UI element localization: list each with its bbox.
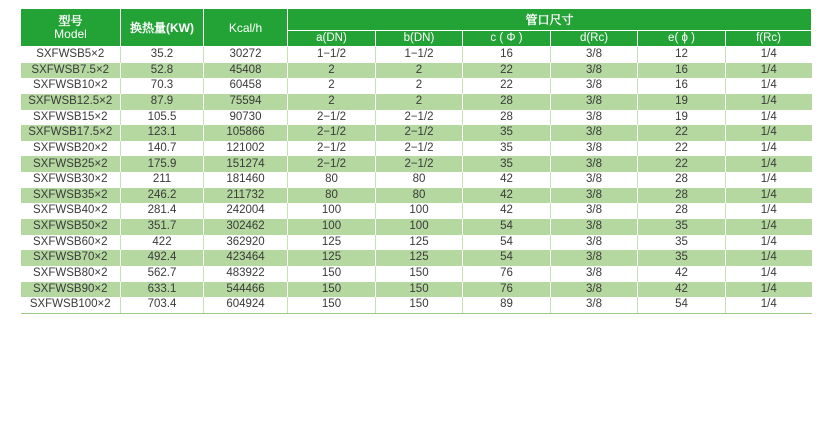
cell-d-rc: 3/8 [551,78,638,94]
cell-heat-kw: 105.5 [121,110,204,126]
cell-heat-kw: 35.2 [121,47,204,63]
cell-kcal: 211732 [204,188,288,204]
cell-kcal: 483922 [204,266,288,282]
cell-d-rc: 3/8 [551,63,638,79]
header-col-a: a(DN) [288,31,376,47]
cell-model: SXFWSB50×2 [21,219,121,235]
cell-a-dn: 150 [288,297,376,313]
cell-f-rc: 1/4 [726,203,812,219]
table-row [21,94,812,110]
cell-kcal: 423464 [204,250,288,266]
cell-b-dn: 150 [376,282,463,298]
cell-c-phi: 22 [463,78,551,94]
cell-e-phi: 22 [638,141,726,157]
table-row [21,78,812,94]
header-col-f: f(Rc) [726,31,812,47]
table-row [21,297,812,313]
cell-model: SXFWSB80×2 [21,266,121,282]
cell-b-dn: 80 [376,172,463,188]
cell-c-phi: 54 [463,235,551,251]
cell-model: SXFWSB35×2 [21,188,121,204]
cell-a-dn: 80 [288,188,376,204]
cell-kcal: 242004 [204,203,288,219]
cell-c-phi: 54 [463,250,551,266]
cell-d-rc: 3/8 [551,125,638,141]
header-col-e: e( ϕ ) [638,31,726,47]
cell-c-phi: 76 [463,282,551,298]
cell-b-dn: 2−1/2 [376,110,463,126]
cell-heat-kw: 633.1 [121,282,204,298]
cell-c-phi: 76 [463,266,551,282]
cell-a-dn: 100 [288,203,376,219]
cell-e-phi: 12 [638,47,726,63]
cell-a-dn: 2 [288,94,376,110]
cell-c-phi: 42 [463,203,551,219]
cell-b-dn: 150 [376,266,463,282]
cell-c-phi: 42 [463,172,551,188]
cell-d-rc: 3/8 [551,203,638,219]
cell-e-phi: 54 [638,297,726,313]
cell-b-dn: 2 [376,78,463,94]
cell-heat-kw: 281.4 [121,203,204,219]
cell-d-rc: 3/8 [551,110,638,126]
cell-heat-kw: 140.7 [121,141,204,157]
cell-model: SXFWSB90×2 [21,282,121,298]
cell-a-dn: 2 [288,63,376,79]
cell-kcal: 151274 [204,156,288,172]
cell-kcal: 105866 [204,125,288,141]
table-row [21,250,812,266]
cell-e-phi: 28 [638,188,726,204]
cell-a-dn: 2 [288,78,376,94]
cell-model: SXFWSB25×2 [21,156,121,172]
cell-c-phi: 28 [463,110,551,126]
cell-d-rc: 3/8 [551,141,638,157]
table-row [21,188,812,204]
table-row [21,47,812,63]
cell-kcal: 75594 [204,94,288,110]
cell-model: SXFWSB12.5×2 [21,94,121,110]
cell-f-rc: 1/4 [726,63,812,79]
cell-f-rc: 1/4 [726,172,812,188]
header-pipe-size: 管口尺寸 [288,9,812,31]
cell-e-phi: 16 [638,63,726,79]
header-col-d: d(Rc) [551,31,638,47]
cell-e-phi: 28 [638,203,726,219]
header-model-en: Model [54,26,87,41]
table-row [21,125,812,141]
header-heat-capacity: 换热量(KW) [121,9,204,47]
cell-heat-kw: 211 [121,172,204,188]
cell-f-rc: 1/4 [726,219,812,235]
cell-model: SXFWSB17.5×2 [21,125,121,141]
cell-b-dn: 1−1/2 [376,47,463,63]
cell-model: SXFWSB30×2 [21,172,121,188]
cell-d-rc: 3/8 [551,47,638,63]
cell-e-phi: 42 [638,266,726,282]
cell-b-dn: 100 [376,219,463,235]
table-row [21,219,812,235]
cell-d-rc: 3/8 [551,266,638,282]
table-row [21,63,812,79]
cell-c-phi: 42 [463,188,551,204]
cell-d-rc: 3/8 [551,172,638,188]
cell-f-rc: 1/4 [726,78,812,94]
cell-kcal: 90730 [204,110,288,126]
table-body [21,47,812,314]
cell-kcal: 544466 [204,282,288,298]
table-row [21,203,812,219]
cell-model: SXFWSB15×2 [21,110,121,126]
cell-e-phi: 35 [638,235,726,251]
cell-a-dn: 2−1/2 [288,110,376,126]
cell-c-phi: 54 [463,219,551,235]
cell-model: SXFWSB100×2 [21,297,121,313]
cell-model: SXFWSB7.5×2 [21,63,121,79]
cell-kcal: 181460 [204,172,288,188]
table-row [21,156,812,172]
header-model-cn: 型号 [58,13,83,28]
table-row [21,141,812,157]
cell-e-phi: 42 [638,282,726,298]
cell-a-dn: 80 [288,172,376,188]
cell-b-dn: 2−1/2 [376,125,463,141]
cell-heat-kw: 175.9 [121,156,204,172]
cell-d-rc: 3/8 [551,156,638,172]
cell-kcal: 60458 [204,78,288,94]
cell-b-dn: 125 [376,235,463,251]
cell-e-phi: 22 [638,156,726,172]
cell-d-rc: 3/8 [551,297,638,313]
cell-kcal: 604924 [204,297,288,313]
cell-c-phi: 16 [463,47,551,63]
cell-kcal: 30272 [204,47,288,63]
cell-e-phi: 19 [638,94,726,110]
cell-heat-kw: 351.7 [121,219,204,235]
cell-b-dn: 2 [376,63,463,79]
table-row [21,172,812,188]
spec-table [20,8,812,314]
header-col-c: c ( Φ ) [463,31,551,47]
cell-b-dn: 80 [376,188,463,204]
table-row [21,282,812,298]
cell-f-rc: 1/4 [726,282,812,298]
cell-f-rc: 1/4 [726,235,812,251]
cell-b-dn: 2−1/2 [376,141,463,157]
cell-model: SXFWSB5×2 [21,47,121,63]
cell-model: SXFWSB20×2 [21,141,121,157]
cell-c-phi: 89 [463,297,551,313]
cell-model: SXFWSB70×2 [21,250,121,266]
cell-e-phi: 22 [638,125,726,141]
cell-e-phi: 19 [638,110,726,126]
cell-e-phi: 35 [638,250,726,266]
cell-d-rc: 3/8 [551,250,638,266]
cell-e-phi: 35 [638,219,726,235]
cell-c-phi: 35 [463,141,551,157]
cell-model: SXFWSB40×2 [21,203,121,219]
cell-a-dn: 2−1/2 [288,125,376,141]
cell-kcal: 45408 [204,63,288,79]
cell-c-phi: 28 [463,94,551,110]
cell-b-dn: 2 [376,94,463,110]
cell-f-rc: 1/4 [726,250,812,266]
cell-a-dn: 2−1/2 [288,141,376,157]
cell-e-phi: 16 [638,78,726,94]
cell-f-rc: 1/4 [726,110,812,126]
cell-a-dn: 150 [288,266,376,282]
table-row [21,266,812,282]
cell-heat-kw: 703.4 [121,297,204,313]
cell-heat-kw: 422 [121,235,204,251]
cell-f-rc: 1/4 [726,188,812,204]
table-row [21,110,812,126]
cell-b-dn: 100 [376,203,463,219]
cell-f-rc: 1/4 [726,266,812,282]
cell-heat-kw: 246.2 [121,188,204,204]
cell-b-dn: 125 [376,250,463,266]
cell-b-dn: 2−1/2 [376,156,463,172]
cell-kcal: 302462 [204,219,288,235]
cell-heat-kw: 123.1 [121,125,204,141]
cell-f-rc: 1/4 [726,47,812,63]
cell-a-dn: 1−1/2 [288,47,376,63]
cell-d-rc: 3/8 [551,235,638,251]
cell-heat-kw: 87.9 [121,94,204,110]
cell-b-dn: 150 [376,297,463,313]
cell-heat-kw: 70.3 [121,78,204,94]
header-col-b: b(DN) [376,31,463,47]
cell-a-dn: 125 [288,250,376,266]
cell-d-rc: 3/8 [551,219,638,235]
cell-kcal: 362920 [204,235,288,251]
cell-f-rc: 1/4 [726,125,812,141]
cell-d-rc: 3/8 [551,94,638,110]
cell-c-phi: 35 [463,125,551,141]
header-kcal: Kcal/h [204,9,288,47]
cell-e-phi: 28 [638,172,726,188]
cell-f-rc: 1/4 [726,141,812,157]
cell-c-phi: 22 [463,63,551,79]
cell-d-rc: 3/8 [551,188,638,204]
header-model [21,9,121,47]
cell-d-rc: 3/8 [551,282,638,298]
table-header [21,9,812,47]
cell-heat-kw: 562.7 [121,266,204,282]
cell-a-dn: 150 [288,282,376,298]
cell-model: SXFWSB60×2 [21,235,121,251]
cell-heat-kw: 492.4 [121,250,204,266]
table-row [21,235,812,251]
cell-heat-kw: 52.8 [121,63,204,79]
cell-f-rc: 1/4 [726,297,812,313]
cell-kcal: 121002 [204,141,288,157]
cell-c-phi: 35 [463,156,551,172]
cell-f-rc: 1/4 [726,94,812,110]
cell-a-dn: 100 [288,219,376,235]
cell-a-dn: 2−1/2 [288,156,376,172]
cell-a-dn: 125 [288,235,376,251]
cell-model: SXFWSB10×2 [21,78,121,94]
cell-f-rc: 1/4 [726,156,812,172]
